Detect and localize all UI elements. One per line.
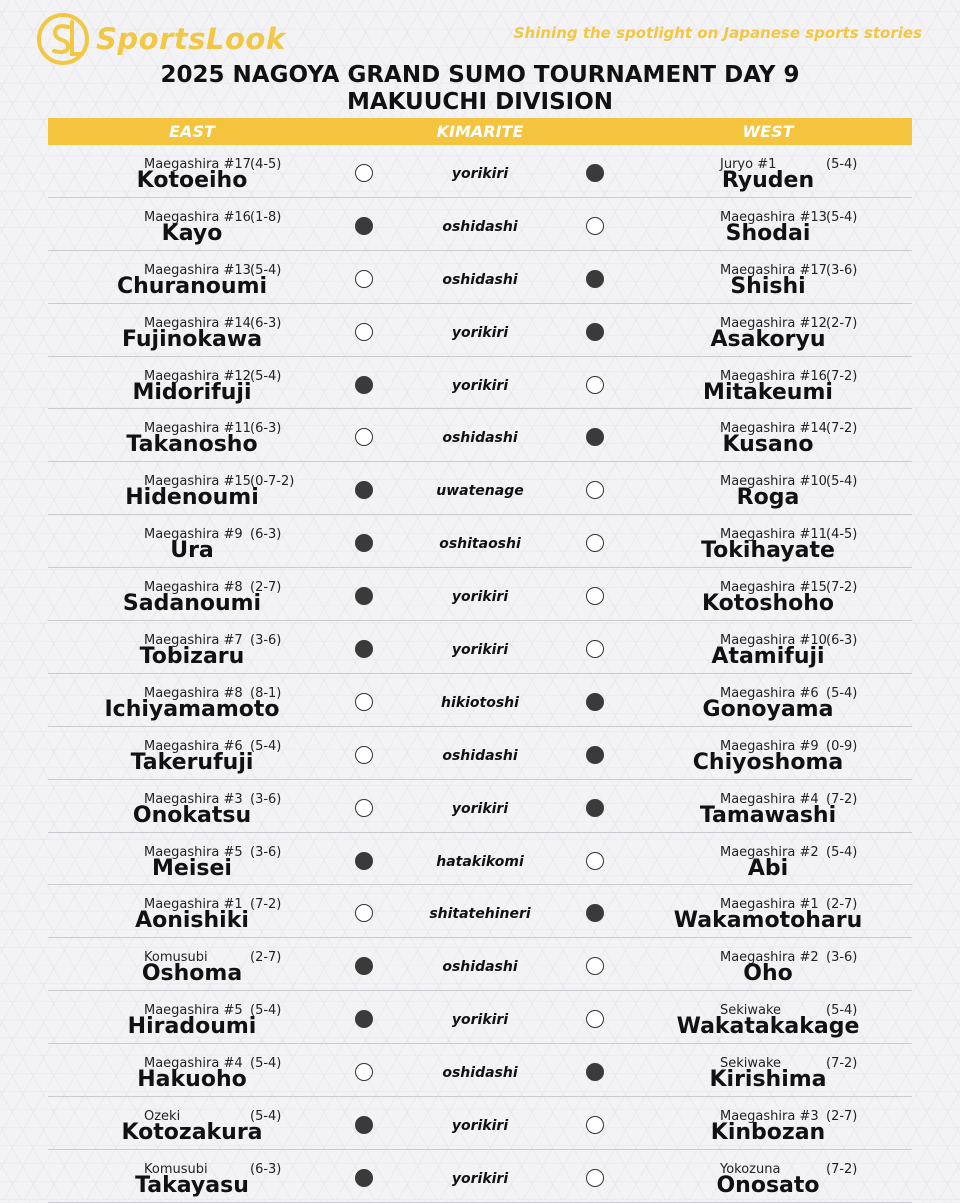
west-result-icon [586, 270, 604, 288]
east-rank: Maegashira #12 [144, 368, 251, 384]
east-result-icon [355, 1169, 373, 1187]
west-result-icon [586, 799, 604, 817]
west-result-icon [586, 693, 604, 711]
west-wrestler-name: Abi [747, 855, 789, 881]
header-kimarite: KIMARITE [436, 122, 524, 141]
west-rank: Maegashira #9 [720, 738, 819, 754]
west-record: (5-4) [826, 157, 858, 172]
page-title: 2025 NAGOYA GRAND SUMO TOURNAMENT DAY 9 [160, 62, 800, 88]
east-wrestler-name: Tobizaru [139, 644, 245, 670]
east-rank: Komusubi [144, 1161, 208, 1177]
west-result-icon [586, 534, 604, 552]
west-wrestler-name: Kinbozan [710, 1120, 826, 1146]
west-record: (2-7) [826, 315, 858, 331]
kimarite: oshidashi [442, 1065, 518, 1082]
west-result-icon [586, 1169, 604, 1187]
east-result-icon [355, 164, 373, 182]
east-record: (6-3) [250, 315, 282, 331]
table-header [48, 118, 912, 145]
west-record: (2-7) [826, 897, 858, 913]
bout-row [48, 833, 912, 886]
kimarite: uwatenage [436, 483, 524, 500]
kimarite: yorikiri [451, 166, 509, 182]
bout-row [48, 727, 912, 780]
east-result-icon [355, 481, 373, 499]
bout-row [48, 251, 912, 304]
west-record: (5-4) [826, 685, 858, 701]
bout-row [48, 304, 912, 357]
east-wrestler-name: Sadanoumi [122, 591, 262, 617]
west-result-icon [586, 1010, 604, 1028]
east-wrestler-name: Aonishiki [135, 908, 249, 934]
west-record: (0-9) [826, 738, 858, 754]
west-rank: Maegashira #12 [720, 315, 827, 331]
east-wrestler-name: Meisei [152, 855, 232, 881]
bout-row [48, 1150, 912, 1203]
east-result-icon [355, 1063, 373, 1081]
east-record: (5-4) [250, 1056, 282, 1072]
east-wrestler-name: Ura [170, 538, 214, 564]
east-record: (5-4) [250, 1109, 282, 1125]
bout-row [48, 991, 912, 1044]
east-result-icon [355, 323, 373, 341]
west-result-icon [586, 587, 604, 605]
east-result-icon [355, 270, 373, 288]
west-rank: Maegashira #1 [720, 897, 819, 913]
kimarite: hikiotoshi [441, 694, 519, 711]
east-rank: Komusubi [144, 950, 208, 966]
west-result-icon [586, 640, 604, 658]
west-wrestler-name: Kusano [722, 432, 814, 458]
west-wrestler-name: Gonoyama [702, 696, 834, 722]
west-record: (5-4) [826, 844, 858, 860]
west-wrestler-name: Tokihayate [701, 538, 835, 564]
bout-row [48, 780, 912, 833]
east-rank: Maegashira #3 [144, 791, 243, 807]
west-rank: Maegashira #4 [720, 791, 819, 807]
west-rank: Maegashira #11 [720, 527, 827, 543]
bout-row [48, 357, 912, 410]
east-wrestler-name: Hiradoumi [127, 1014, 257, 1040]
west-result-icon [586, 904, 604, 922]
east-wrestler-name: Hidenoumi [125, 485, 259, 511]
east-record: (5-4) [250, 738, 282, 754]
east-record: (6-3) [250, 421, 282, 437]
west-result-icon [586, 217, 604, 235]
west-wrestler-name: Kotoshoho [701, 591, 835, 617]
east-rank: Maegashira #1 [144, 897, 243, 913]
east-result-icon [355, 587, 373, 605]
header-east: EAST [169, 122, 215, 141]
east-record: (3-6) [250, 633, 282, 649]
east-result-icon [355, 852, 373, 870]
east-record: (5-4) [250, 368, 282, 384]
east-rank: Maegashira #8 [144, 580, 243, 596]
west-wrestler-name: Wakamotoharu [673, 908, 863, 934]
kimarite: oshidashi [442, 747, 518, 764]
east-record: (0-7-2) [250, 474, 295, 490]
west-record: (3-6) [826, 262, 858, 278]
bout-list [48, 145, 912, 1203]
east-rank: Maegashira #17 [144, 157, 251, 172]
west-result-icon [586, 1063, 604, 1081]
sl-monogram-icon [34, 10, 92, 68]
west-wrestler-name: Ryuden [721, 168, 815, 193]
west-record: (2-7) [826, 1109, 858, 1125]
east-rank: Maegashira #13 [144, 262, 251, 278]
bout-row [48, 621, 912, 674]
west-record: (6-3) [826, 633, 858, 649]
west-result-icon [586, 746, 604, 764]
east-result-icon [355, 1010, 373, 1028]
east-rank: Ozeki [144, 1109, 181, 1125]
west-result-icon [586, 957, 604, 975]
kimarite: oshidashi [442, 959, 518, 976]
bout-row [48, 938, 912, 991]
bout-row [48, 198, 912, 251]
east-wrestler-name: Hakuoho [137, 1067, 247, 1093]
east-wrestler-name: Kotoeiho [136, 168, 248, 193]
east-rank: Maegashira #5 [144, 1003, 243, 1019]
east-rank: Maegashira #15 [144, 474, 251, 490]
east-wrestler-name: Midorifuji [132, 379, 252, 405]
kimarite: yorikiri [451, 377, 509, 394]
kimarite: oshidashi [442, 218, 518, 235]
west-wrestler-name: Shodai [725, 220, 811, 246]
east-record: (3-6) [250, 791, 282, 807]
west-rank: Maegashira #10 [720, 633, 827, 649]
east-result-icon [355, 904, 373, 922]
brand-logo [34, 10, 294, 68]
west-rank: Maegashira #13 [720, 209, 827, 225]
west-record: (7-2) [826, 1056, 858, 1072]
east-result-icon [355, 799, 373, 817]
west-result-icon [586, 481, 604, 499]
east-result-icon [355, 640, 373, 658]
west-result-icon [586, 428, 604, 446]
kimarite: hatakikomi [436, 853, 524, 870]
east-record: (6-3) [250, 1161, 282, 1177]
kimarite: yorikiri [451, 1012, 509, 1029]
east-result-icon [355, 376, 373, 394]
west-wrestler-name: Chiyoshoma [692, 749, 844, 775]
east-rank: Maegashira #6 [144, 738, 243, 754]
east-result-icon [355, 217, 373, 235]
east-result-icon [355, 428, 373, 446]
east-record: (2-7) [250, 950, 282, 966]
west-wrestler-name: Shishi [730, 273, 806, 299]
west-record: (3-6) [826, 950, 858, 966]
east-rank: Maegashira #9 [144, 527, 243, 543]
west-rank: Sekiwake [720, 1056, 782, 1072]
west-record: (7-2) [826, 421, 858, 437]
bout-row [48, 1097, 912, 1150]
east-record: (8-1) [250, 685, 282, 701]
kimarite: shitatehineri [429, 906, 531, 923]
west-record: (5-4) [826, 474, 858, 490]
bout-row [48, 568, 912, 621]
bout-row [48, 515, 912, 568]
west-record: (7-2) [826, 368, 858, 384]
brand-name: SportsLook [96, 22, 286, 56]
west-rank: Yokozuna [720, 1161, 781, 1177]
east-rank: Maegashira #11 [144, 421, 251, 437]
kimarite: oshitaoshi [439, 536, 521, 553]
bout-row [48, 409, 912, 462]
east-result-icon [355, 957, 373, 975]
kimarite: yorikiri [451, 800, 509, 817]
west-rank: Maegashira #2 [720, 950, 819, 966]
east-result-icon [355, 693, 373, 711]
west-rank: Maegashira #14 [720, 421, 827, 437]
east-rank: Maegashira #4 [144, 1056, 243, 1072]
kimarite: oshidashi [442, 430, 518, 447]
kimarite: yorikiri [451, 1170, 509, 1187]
west-wrestler-name: Atamifuji [711, 644, 825, 670]
west-rank: Maegashira #2 [720, 844, 819, 860]
east-record: (3-6) [250, 844, 282, 860]
east-result-icon [355, 534, 373, 552]
west-result-icon [586, 376, 604, 394]
east-record: (6-3) [250, 527, 282, 543]
east-wrestler-name: Takayasu [135, 1172, 249, 1198]
west-record: (4-5) [826, 527, 858, 543]
west-rank: Sekiwake [720, 1003, 782, 1019]
page-subtitle: MAKUUCHI DIVISION [346, 89, 614, 115]
east-wrestler-name: Ichiyamamoto [104, 696, 280, 722]
east-record: (5-4) [250, 262, 282, 278]
kimarite: yorikiri [451, 642, 509, 659]
west-wrestler-name: Asakoryu [710, 326, 826, 352]
east-result-icon [355, 1116, 373, 1134]
east-wrestler-name: Oshoma [141, 961, 243, 987]
east-record: (4-5) [250, 157, 282, 172]
east-wrestler-name: Kotozakura [121, 1120, 263, 1146]
kimarite: yorikiri [451, 589, 509, 606]
west-record: (5-4) [826, 1003, 858, 1019]
west-wrestler-name: Mitakeumi [703, 379, 833, 405]
east-wrestler-name: Kayo [161, 220, 223, 246]
bout-row [48, 145, 912, 198]
bout-row [48, 674, 912, 727]
west-record: (7-2) [826, 1161, 858, 1177]
west-rank: Juryo #1 [720, 157, 777, 172]
west-rank: Maegashira #3 [720, 1109, 819, 1125]
east-record: (2-7) [250, 580, 282, 596]
west-wrestler-name: Onosato [716, 1172, 820, 1198]
east-wrestler-name: Churanoumi [116, 273, 268, 299]
east-wrestler-name: Onokatsu [132, 802, 252, 828]
east-record: (5-4) [250, 1003, 282, 1019]
kimarite: oshidashi [442, 271, 518, 288]
east-record: (7-2) [250, 897, 282, 913]
west-rank: Maegashira #10 [720, 474, 827, 490]
west-result-icon [586, 1116, 604, 1134]
east-rank: Maegashira #14 [144, 315, 251, 331]
west-rank: Maegashira #6 [720, 685, 819, 701]
east-record: (1-8) [250, 209, 282, 225]
east-rank: Maegashira #7 [144, 633, 243, 649]
west-rank: Maegashira #17 [720, 262, 827, 278]
west-rank: Maegashira #16 [720, 368, 827, 384]
west-rank: Maegashira #15 [720, 580, 827, 596]
east-rank: Maegashira #8 [144, 685, 243, 701]
west-result-icon [586, 852, 604, 870]
west-wrestler-name: Tamawashi [699, 802, 837, 828]
east-wrestler-name: Fujinokawa [121, 326, 263, 352]
east-wrestler-name: Takanosho [126, 432, 258, 458]
east-rank: Maegashira #5 [144, 844, 243, 860]
brand-tagline: Shining the spotlight on Japanese sports stories [513, 24, 922, 42]
header-west: WEST [742, 122, 794, 141]
kimarite: yorikiri [451, 1118, 509, 1135]
west-record: (5-4) [826, 209, 858, 225]
east-result-icon [355, 746, 373, 764]
kimarite: yorikiri [451, 324, 509, 341]
bout-row [48, 885, 912, 938]
west-result-icon [586, 323, 604, 341]
bout-row [48, 1044, 912, 1097]
east-rank: Maegashira #16 [144, 209, 251, 225]
east-wrestler-name: Takerufuji [130, 749, 254, 775]
west-wrestler-name: Wakatakakage [676, 1014, 860, 1040]
west-wrestler-name: Oho [743, 961, 793, 987]
west-record: (7-2) [826, 580, 858, 596]
west-wrestler-name: Kirishima [709, 1067, 827, 1093]
west-record: (7-2) [826, 791, 858, 807]
west-wrestler-name: Roga [736, 485, 800, 511]
west-result-icon [586, 164, 604, 182]
bout-row [48, 462, 912, 515]
